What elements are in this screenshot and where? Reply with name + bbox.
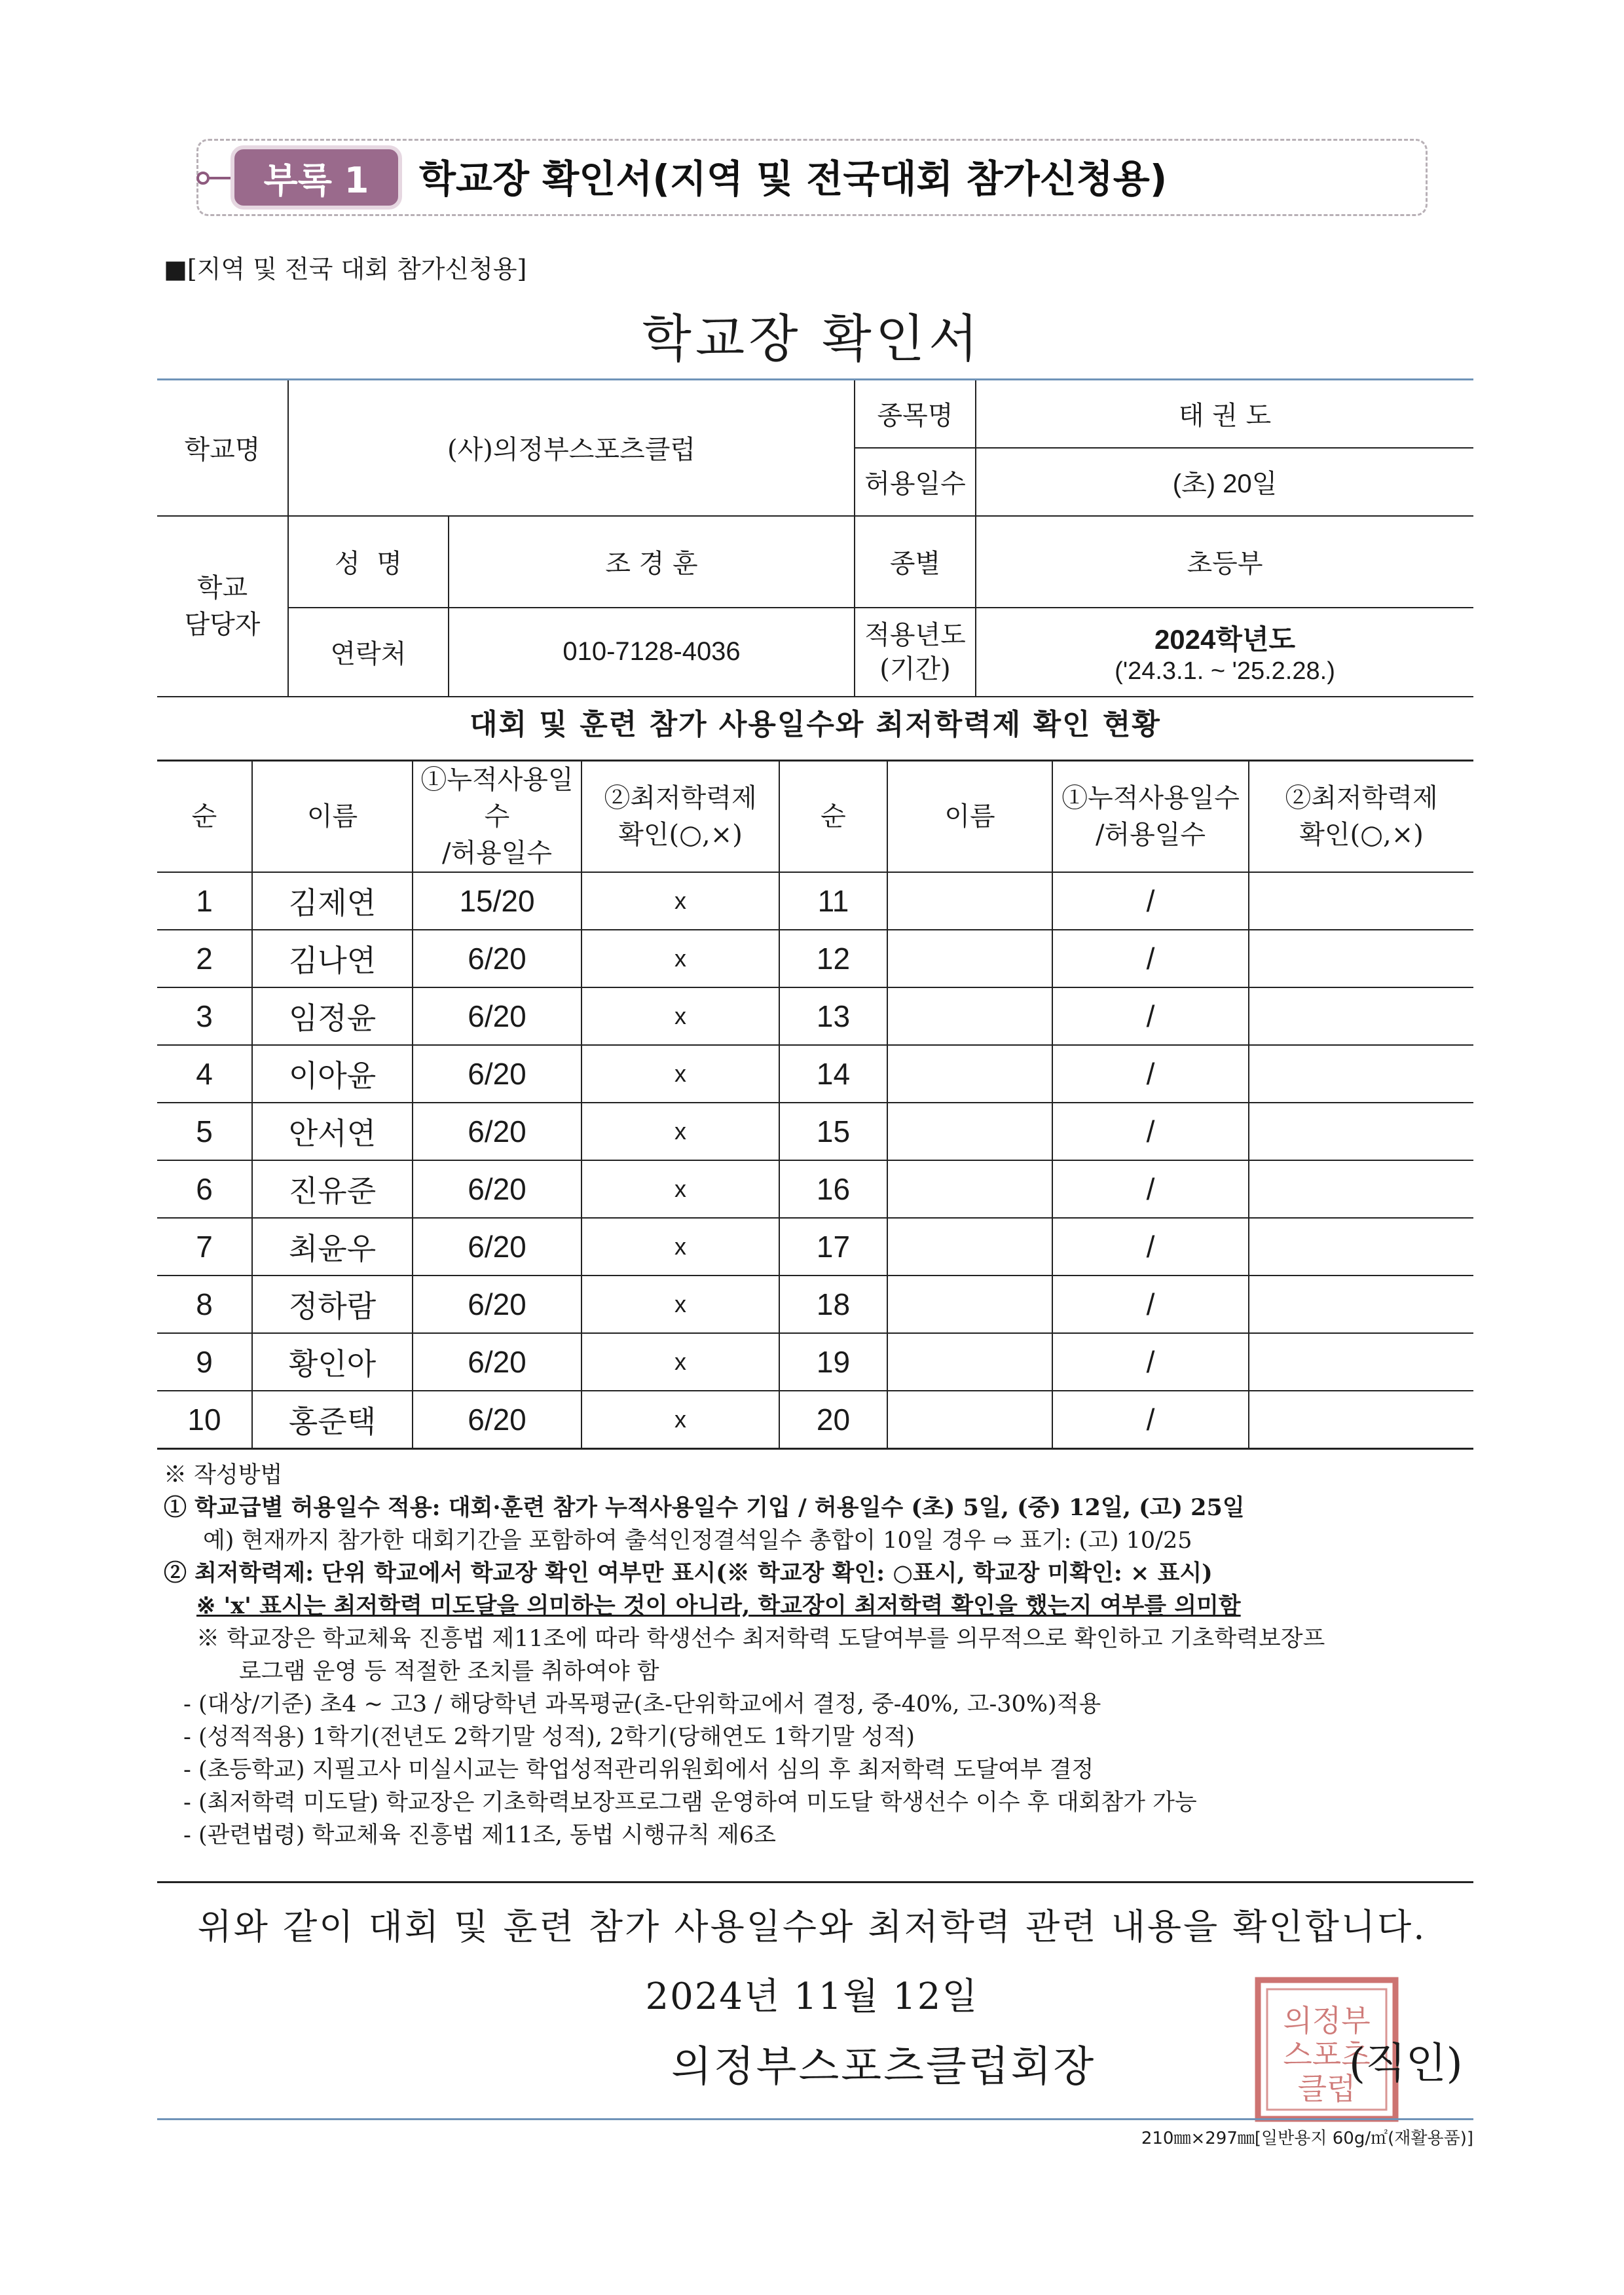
- roster-days-cell: /: [1052, 1218, 1249, 1276]
- table-row: [157, 1160, 1473, 1218]
- document-title: 학교장 확인서: [642, 310, 982, 369]
- svg-text:의정부: 의정부: [1283, 2003, 1371, 2038]
- note-1: ① 학교급별 허용일수 적용: 대회·훈련 참가 누적사용일수 기입 / 허용일수 (초) 5일, (중) 12일, (고) 25일: [164, 1494, 1245, 1521]
- roster-days-cell: 6/20: [413, 1218, 581, 1276]
- roster-check-cell: [1249, 930, 1473, 987]
- year-period: ('24.3.1. ~ '25.2.28.): [1115, 657, 1335, 685]
- note-1-example: 예) 현재까지 참가한 대회기간을 포함하여 출석인정결석일수 총합이 10일 경우 ⇨ 표기: (고) 10/25: [203, 1528, 1192, 1554]
- roster-no-cell: 16: [779, 1160, 887, 1218]
- table-row: [157, 872, 1473, 930]
- roster-days-cell: /: [1052, 1160, 1249, 1218]
- table-row: [157, 1045, 1473, 1103]
- roster-name-cell: 최윤우: [252, 1218, 413, 1276]
- roster-no-cell: 12: [779, 930, 887, 987]
- roster-no-cell: 5: [157, 1103, 252, 1160]
- note-2-b2: 로그램 운영 등 적절한 조치를 취하여야 함: [239, 1659, 659, 1685]
- roster-days-cell: /: [1052, 930, 1249, 987]
- roster-name-cell: [887, 1218, 1052, 1276]
- notes-title: ※ 작성방법: [164, 1462, 283, 1488]
- table-row: [157, 987, 1473, 1045]
- appendix-badge: 부록 1: [231, 145, 402, 210]
- roster-name-cell: [887, 987, 1052, 1045]
- roster-name-cell: 진유준: [252, 1160, 413, 1218]
- roster-table: [157, 760, 1473, 1450]
- roster-name-cell: 정하람: [252, 1276, 413, 1333]
- name-label: 성 명: [288, 516, 449, 608]
- roster-check-cell: x: [581, 1333, 779, 1391]
- roster-check-cell: [1249, 1103, 1473, 1160]
- table-row: [157, 1218, 1473, 1276]
- roster-no-cell: 13: [779, 987, 887, 1045]
- roster-no-cell: 11: [779, 872, 887, 930]
- table-row: [157, 1276, 1473, 1333]
- info-table: [157, 378, 1473, 697]
- year-cell: [976, 608, 1473, 697]
- year-label: 적용년도 (기간): [855, 608, 976, 697]
- roster-check-cell: [1249, 1391, 1473, 1449]
- school-label: 학교명: [157, 380, 288, 516]
- roster-days-cell: 6/20: [413, 1333, 581, 1391]
- instructions: [164, 1459, 1486, 1852]
- roster-no-cell: 18: [779, 1276, 887, 1333]
- roster-no-cell: 19: [779, 1333, 887, 1391]
- roster-days-cell: 15/20: [413, 872, 581, 930]
- roster-no-cell: 20: [779, 1391, 887, 1449]
- roster-check-cell: x: [581, 1391, 779, 1449]
- roster-check-cell: x: [581, 872, 779, 930]
- note-2-b1: ※ 학교장은 학교체육 진흥법 제11조에 따라 학생선수 최저학력 도달여부를 의무적으로 확인하고 기초학력보장프: [196, 1626, 1325, 1652]
- year-value: 2024학년도: [1154, 624, 1296, 655]
- roster-no-cell: 10: [157, 1391, 252, 1449]
- note-2: ② 최저학력제: 단위 학교에서 학교장 확인 여부만 표시(※ 학교장 확인: ○표시, 학교장 미확인: × 표시): [164, 1560, 1213, 1587]
- roster-no-cell: 4: [157, 1045, 252, 1103]
- header-name: 이름: [252, 761, 413, 873]
- divider: [157, 1881, 1473, 1883]
- issue-date: 2024년 11월 12일: [645, 1975, 979, 2018]
- header-check-2: ②최저학력제 확인(○,×): [1249, 761, 1473, 873]
- detail-2: - (성적적용) 1학기(전년도 2학기말 성적), 2학기(당해연도 1학기말 성적): [183, 1724, 915, 1750]
- roster-no-cell: 7: [157, 1218, 252, 1276]
- roster-days-cell: /: [1052, 1391, 1249, 1449]
- detail-3: - (초등학교) 지필고사 미실시교는 학업성적관리위원회에서 심의 후 최저학력 도달여부 결정: [183, 1757, 1094, 1783]
- division-value: 초등부: [976, 516, 1473, 608]
- roster-days-cell: /: [1052, 1276, 1249, 1333]
- roster-name-cell: [887, 1045, 1052, 1103]
- detail-1: - (대상/기준) 초4 ~ 고3 / 해당학년 과목평균(초-단위학교에서 결정, 중-40%, 고-30%)적용: [183, 1691, 1101, 1717]
- roster-check-cell: x: [581, 1276, 779, 1333]
- allowed-days-value: (초) 20일: [976, 448, 1473, 516]
- header-no: 순: [157, 761, 252, 873]
- roster-check-cell: x: [581, 987, 779, 1045]
- roster-name-cell: [887, 930, 1052, 987]
- header-days: ①누적사용일수 /허용일수: [413, 761, 581, 873]
- roster-no-cell: 6: [157, 1160, 252, 1218]
- roster-check-cell: [1249, 1160, 1473, 1218]
- roster-check-cell: [1249, 1045, 1473, 1103]
- roster-no-cell: 17: [779, 1218, 887, 1276]
- table-row: [157, 1333, 1473, 1391]
- roster-name-cell: [887, 1160, 1052, 1218]
- school-value: (사)의정부스포츠클럽: [288, 380, 855, 516]
- form-category: ■[지역 및 전국 대회 참가신청용]: [164, 255, 527, 284]
- roster-no-cell: 8: [157, 1276, 252, 1333]
- roster-no-cell: 15: [779, 1103, 887, 1160]
- roster-name-cell: 황인아: [252, 1333, 413, 1391]
- roster-no-cell: 3: [157, 987, 252, 1045]
- table-row: [157, 930, 1473, 987]
- roster-no-cell: 2: [157, 930, 252, 987]
- detail-4: - (최저학력 미도달) 학교장은 기초학력보장프로그램 운영하여 미도달 학생선수 이수 후 대회참가 가능: [183, 1790, 1197, 1816]
- banner-ring-icon: [196, 172, 210, 185]
- table-row: [157, 1103, 1473, 1160]
- roster-days-cell: 6/20: [413, 1160, 581, 1218]
- svg-text:클럽: 클럽: [1297, 2071, 1356, 2106]
- seal-note: (직인): [1349, 2040, 1463, 2088]
- roster-check-cell: x: [581, 1103, 779, 1160]
- roster-days-cell: 6/20: [413, 930, 581, 987]
- roster-check-cell: [1249, 872, 1473, 930]
- roster-name-cell: [887, 872, 1052, 930]
- roster-days-cell: /: [1052, 1333, 1249, 1391]
- roster-days-cell: 6/20: [413, 1045, 581, 1103]
- roster-check-cell: x: [581, 1218, 779, 1276]
- header-name-2: 이름: [887, 761, 1052, 873]
- roster-header-row: [157, 761, 1473, 873]
- division-label: 종별: [855, 516, 976, 608]
- roster-check-cell: x: [581, 1045, 779, 1103]
- roster-days-cell: 6/20: [413, 1391, 581, 1449]
- signer-title: 의정부스포츠클럽회장: [671, 2043, 1096, 2091]
- note-2-a: ※ 'x' 표시는 최저학력 미도달을 의미하는 것이 아니라, 학교장이 최저학력 확인을 했는지 여부를 의미함: [196, 1592, 1241, 1619]
- roster-name-cell: [887, 1391, 1052, 1449]
- header-no-2: 순: [779, 761, 887, 873]
- roster-days-cell: 6/20: [413, 1103, 581, 1160]
- roster-check-cell: [1249, 1218, 1473, 1276]
- roster-no-cell: 14: [779, 1045, 887, 1103]
- roster-name-cell: 김제연: [252, 872, 413, 930]
- header-days-2: ①누적사용일수 /허용일수: [1052, 761, 1249, 873]
- contact-label: 연락처: [288, 608, 449, 697]
- contact-value: 010-7128-4036: [449, 608, 855, 697]
- paper-spec: 210㎜×297㎜[일반용지 60g/㎡(재활용품)]: [1141, 2129, 1473, 2148]
- roster-check-cell: [1249, 1333, 1473, 1391]
- detail-5: - (관련법령) 학교체육 진흥법 제11조, 동법 시행규칙 제6조: [183, 1822, 776, 1848]
- roster-name-cell: [887, 1276, 1052, 1333]
- roster-body: [157, 761, 1473, 1449]
- roster-name-cell: 홍준택: [252, 1391, 413, 1449]
- roster-name-cell: [887, 1103, 1052, 1160]
- confirmation-statement: 위와 같이 대회 및 훈련 참가 사용일수와 최저학력 관련 내용을 확인합니다.: [197, 1906, 1427, 1947]
- roster-name-cell: 이아윤: [252, 1045, 413, 1103]
- roster-check-cell: [1249, 1276, 1473, 1333]
- roster-name-cell: [887, 1333, 1052, 1391]
- roster-check-cell: [1249, 987, 1473, 1045]
- appendix-title: 학교장 확인서(지역 및 전국대회 참가신청용): [419, 156, 1168, 201]
- manager-label: 학교 담당자: [157, 516, 288, 697]
- sport-label: 종목명: [855, 380, 976, 448]
- table-row: [157, 1391, 1473, 1449]
- name-value: 조 경 훈: [449, 516, 855, 608]
- section-heading: 대회 및 훈련 참가 사용일수와 최저학력제 확인 현황: [470, 708, 1161, 741]
- roster-days-cell: /: [1052, 987, 1249, 1045]
- allowed-days-label: 허용일수: [855, 448, 976, 516]
- svg-text:스포츠: 스포츠: [1283, 2037, 1371, 2072]
- roster-check-cell: x: [581, 1160, 779, 1218]
- roster-no-cell: 9: [157, 1333, 252, 1391]
- roster-days-cell: 6/20: [413, 987, 581, 1045]
- roster-check-cell: x: [581, 930, 779, 987]
- roster-name-cell: 김나연: [252, 930, 413, 987]
- sport-value: 태 권 도: [976, 380, 1473, 448]
- roster-name-cell: 안서연: [252, 1103, 413, 1160]
- roster-no-cell: 1: [157, 872, 252, 930]
- roster-days-cell: /: [1052, 1103, 1249, 1160]
- header-check: ②최저학력제 확인(○,×): [581, 761, 779, 873]
- roster-name-cell: 임정윤: [252, 987, 413, 1045]
- roster-days-cell: 6/20: [413, 1276, 581, 1333]
- bottom-rule: [157, 2118, 1473, 2120]
- roster-days-cell: /: [1052, 872, 1249, 930]
- roster-days-cell: /: [1052, 1045, 1249, 1103]
